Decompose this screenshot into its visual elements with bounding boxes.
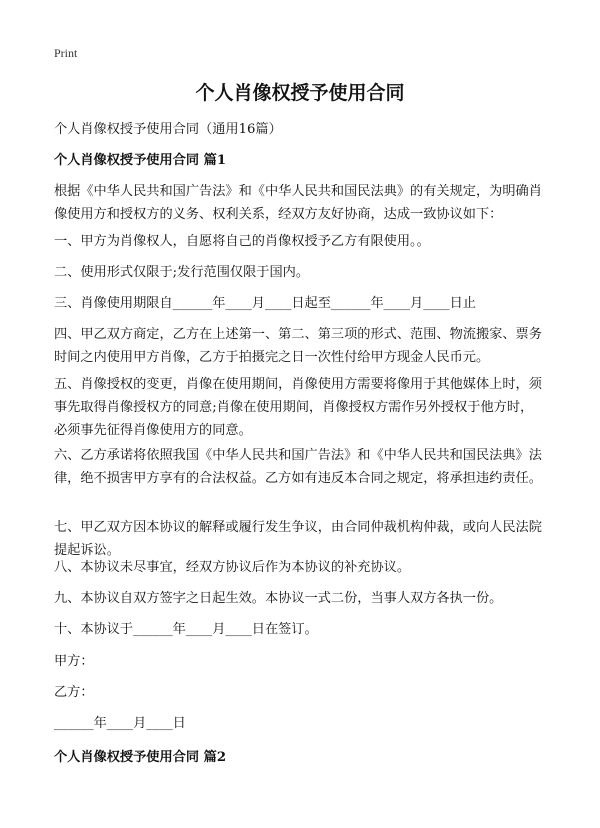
party-a-label: 甲方： — [54, 654, 94, 669]
clause-10: 十、本协议于______年____月____日在签订。 — [54, 622, 318, 637]
clause-9: 九、本协议自双方签字之日起生效。本协议一式二份，当事人双方各执一份。 — [54, 591, 503, 606]
intro-paragraph: 根据《中华人民共和国广告法》和《中华人民共和国民法典》的有关规定，为明确肖像使用方和授权方的义务、权利关系，经双方友好协商，达成一致协议如下： — [54, 184, 542, 222]
print-link[interactable]: Print — [54, 46, 78, 60]
signature-date-line: ______年____月____日 — [54, 716, 186, 731]
clause-6: 六、乙方承诺将依照我国《中华人民共和国广告法》和《中华人民共和国民法典》法律，绝不损害甲方享有的合法权益。乙方如有违反本合同之规定，将承担违约责任。 — [54, 448, 542, 486]
document-title: 个人肖像权授予使用合同 — [195, 82, 405, 104]
document-subtitle: 个人肖像权授予使用合同（通用16篇） — [54, 122, 282, 137]
clause-1: 一、甲方为肖像权人，自愿将自己的肖像权授予乙方有限使用。。 — [54, 234, 430, 249]
clause-2: 二、使用形式仅限于;发行范围仅限于国内。 — [54, 265, 310, 280]
clause-7: 七、甲乙双方因本协议的解释或履行发生争议，由合同仲裁机构仲裁，或向人民法院提起诉讼。 — [54, 520, 542, 558]
clause-4: 四、甲乙双方商定，乙方在上述第一、第二、第三项的形式、范围、物流搬家、票务时间之内使用甲方肖像，乙方于拍摄完之日一次性付给甲方现金人民币元。 — [54, 327, 542, 365]
clause-5: 五、肖像授权的变更，肖像在使用期间，肖像使用方需要将像用于其他媒体上时，须事先取得肖像授权方的同意;肖像在使用期间，肖像授权方需作另外授权于他方时，必须事先征得肖像使用方的同意。 — [54, 377, 542, 438]
section-heading-2: 个人肖像权授予使用合同 篇2 — [54, 750, 227, 765]
section-heading-1: 个人肖像权授予使用合同 篇1 — [54, 153, 227, 168]
clause-3: 三、肖像使用期限自______年____月____日起至______年____月____日止 — [54, 296, 476, 311]
clause-8: 八、本协议未尽事宜，经双方协议后作为本协议的补充协议。 — [54, 560, 411, 575]
party-b-label: 乙方： — [54, 685, 94, 700]
